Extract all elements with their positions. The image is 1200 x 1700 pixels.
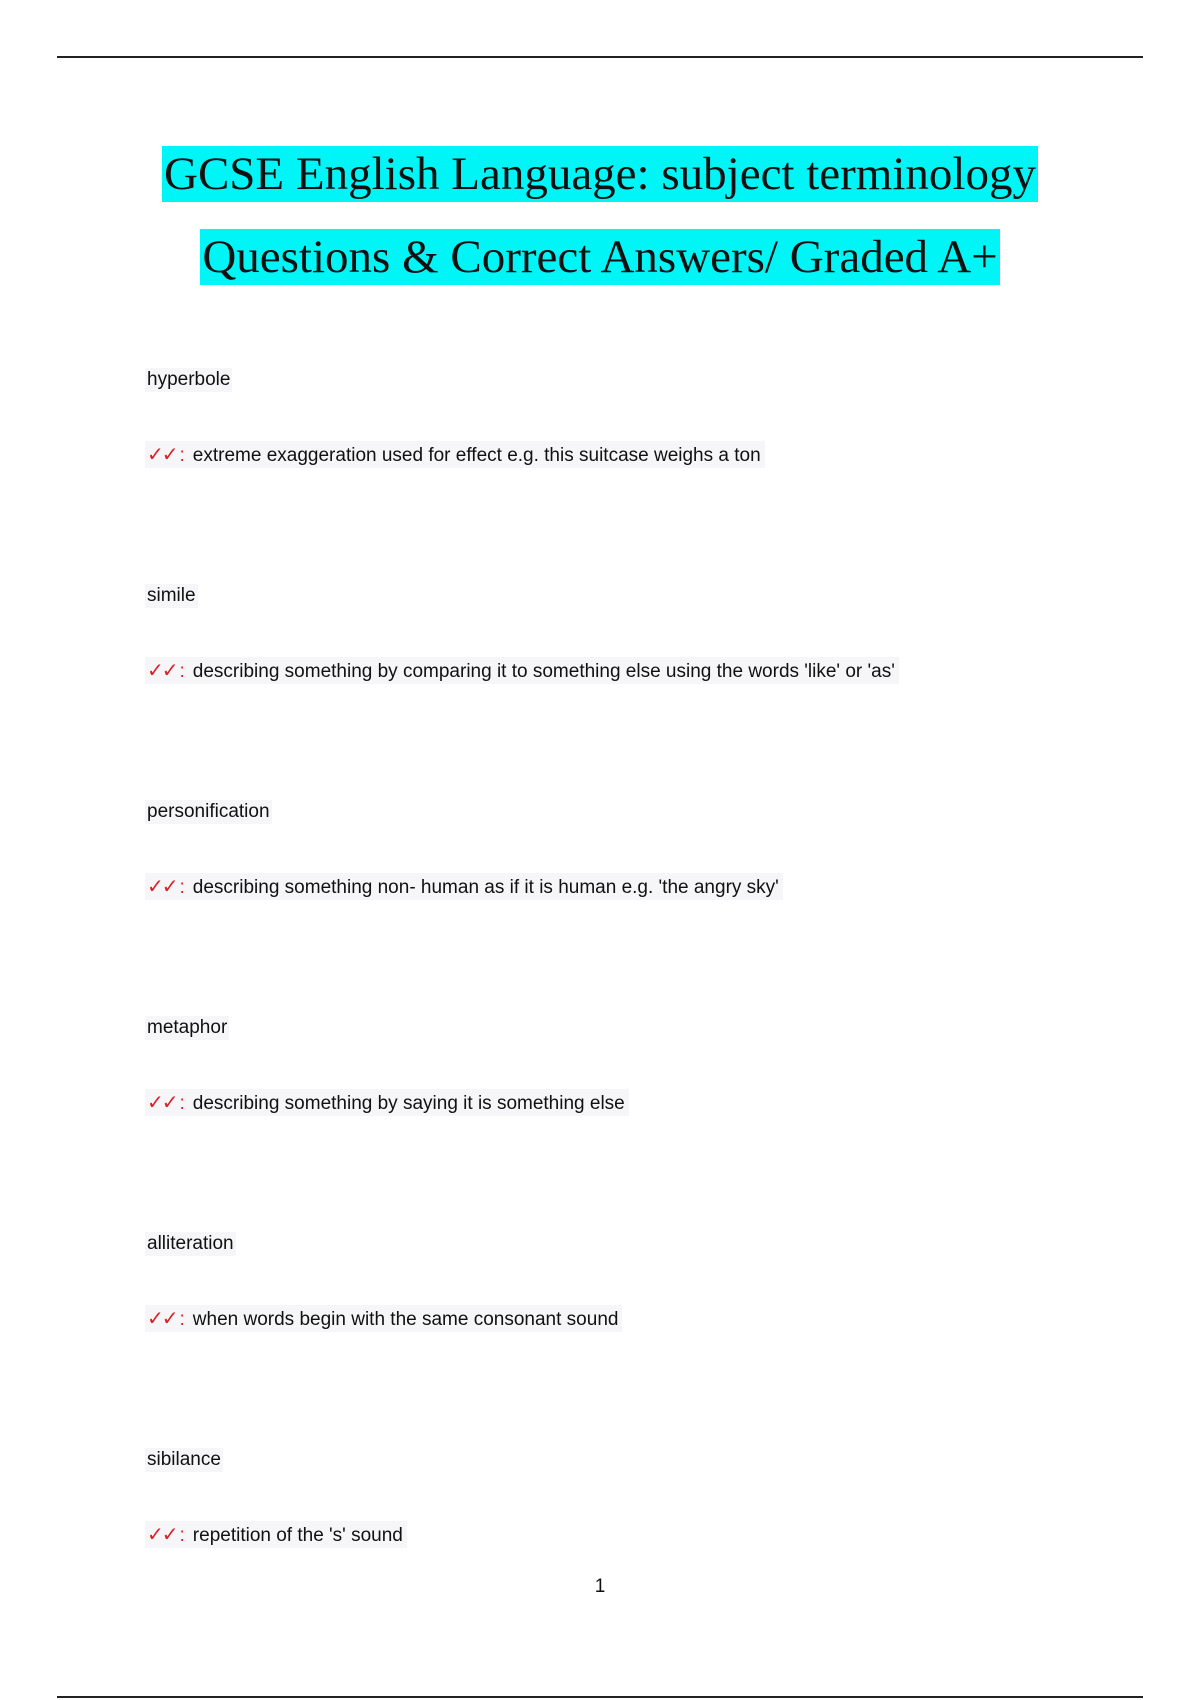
answer-colon: : [179,661,185,682]
answer-colon: : [179,1309,185,1330]
title-line-2 [0,229,1200,285]
title-text-1: GCSE English Language: subject terminology [164,148,1036,200]
term: simile [147,585,196,606]
answer-text: describing something by saying it is something else [192,1093,625,1114]
answer-colon: : [179,1093,185,1114]
page-number: 1 [594,1576,606,1597]
answer [145,441,765,468]
qa-item [145,1448,403,1546]
term: metaphor [147,1017,228,1038]
answer [145,873,783,900]
answer-colon: : [179,1525,185,1546]
answer [145,1521,407,1548]
answer [145,1089,629,1116]
title-text-2: Questions & Correct Answers/ Graded A+ [202,231,998,283]
answer-colon: : [179,445,185,466]
answer-text: when words begin with the same consonant sound [192,1309,619,1330]
term: alliteration [147,1233,234,1254]
term: personification [147,801,270,822]
answer-text: describing something non- human as if it is human e.g. 'the angry sky' [192,877,779,898]
answer-colon: : [179,877,185,898]
answer [145,657,899,684]
double-check-icon: ✓✓ [147,1308,177,1330]
answer-text: extreme exaggeration used for effect e.g. this suitcase weighs a ton [192,445,761,466]
qa-item [145,584,895,682]
answer-text: describing something by comparing it to something else using the words 'like' or 'as' [192,661,895,682]
title-line-1 [0,146,1200,202]
double-check-icon: ✓✓ [147,1092,177,1114]
term: hyperbole [147,369,231,390]
footer-rule [57,1696,1143,1698]
header-rule [57,56,1143,58]
answer [145,1305,622,1332]
double-check-icon: ✓✓ [147,660,177,682]
double-check-icon: ✓✓ [147,444,177,466]
qa-item [145,1016,625,1114]
answer-text: repetition of the 's' sound [192,1525,403,1546]
qa-item [145,800,779,898]
qa-item [145,1232,619,1330]
qa-item [145,368,761,466]
double-check-icon: ✓✓ [147,876,177,898]
term: sibilance [147,1449,221,1470]
double-check-icon: ✓✓ [147,1524,177,1546]
